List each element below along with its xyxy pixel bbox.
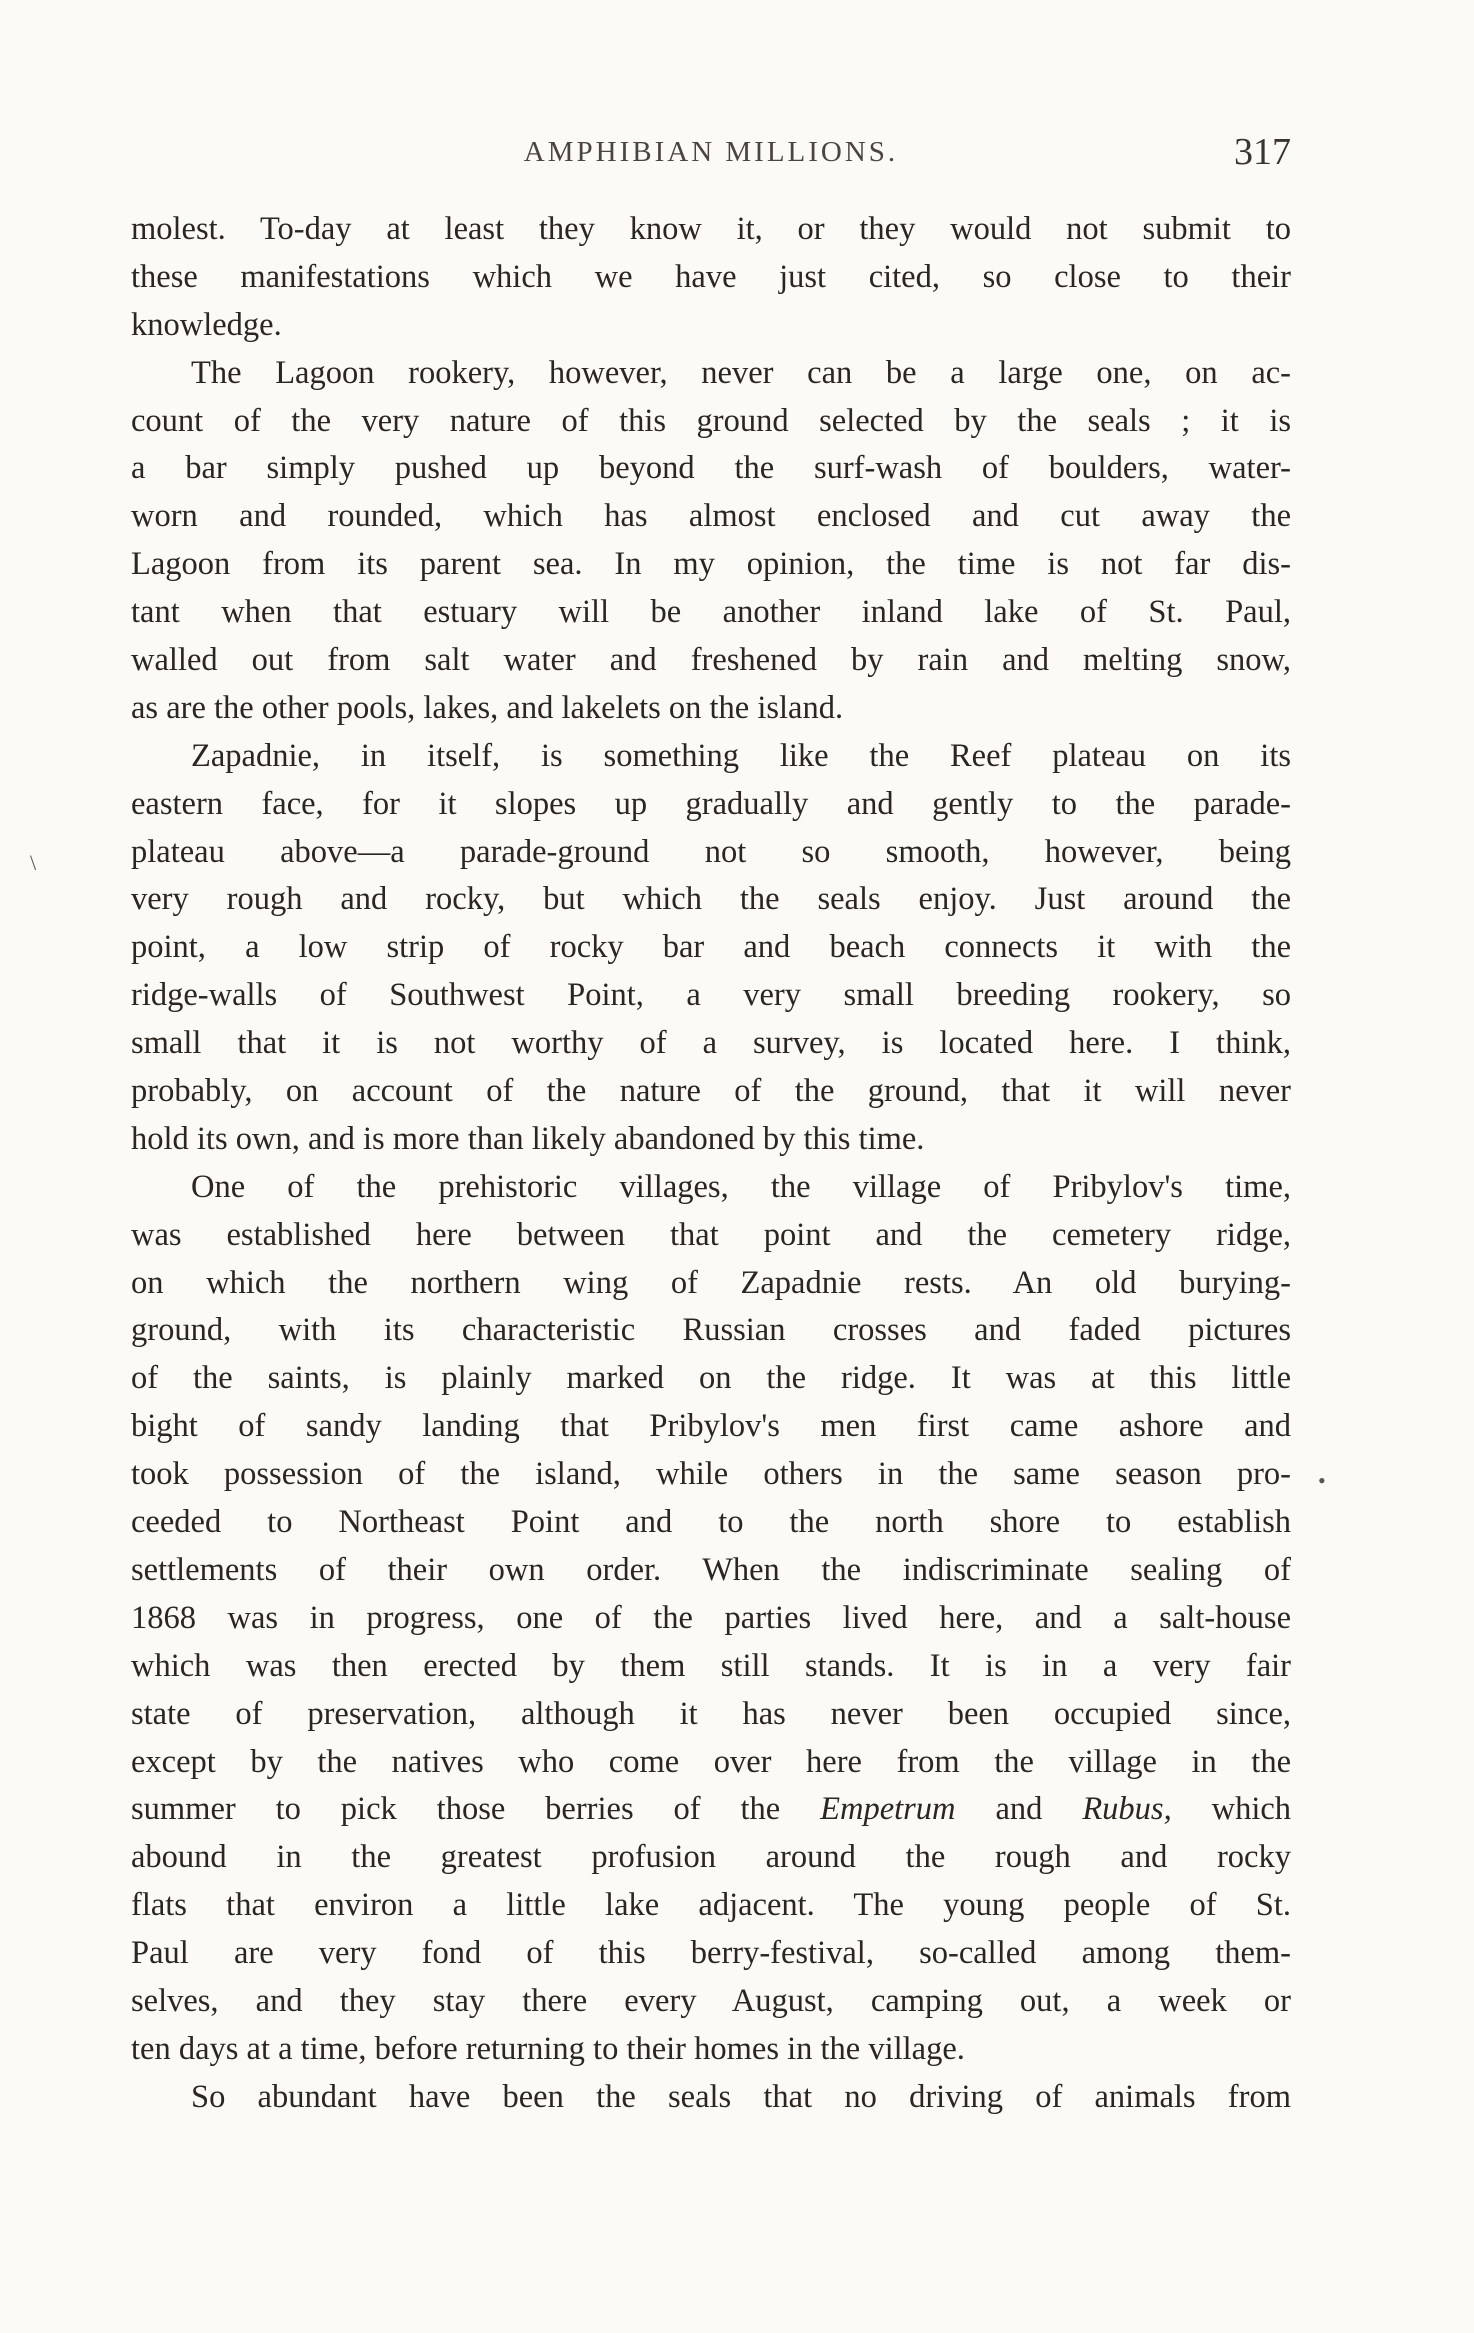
text-line: worn and rounded, which has almost enclosed and cut away the [131, 498, 1291, 535]
text-line: ground, with its characteristic Russian crosses and faded pictures [131, 1312, 1291, 1349]
text-line: except by the natives who come over here from the village in the [131, 1743, 1291, 1780]
text-line: eastern face, for it slopes up gradually and gently to the parade- [131, 785, 1291, 822]
text-line: as are the other pools, lakes, and lakelets on the island. [131, 689, 844, 726]
text-line: took possession of the island, while others in the same season pro- [131, 1456, 1291, 1493]
text-line: on which the northern wing of Zapadnie rests. An old burying- [131, 1264, 1291, 1301]
text-line: plateau above—a parade-ground not so smooth, however, being [131, 833, 1291, 870]
text-line: very rough and rocky, but which the seals enjoy. Just around the [131, 881, 1291, 918]
text-line: of the saints, is plainly marked on the ridge. It was at this little [131, 1360, 1291, 1397]
text-line: point, a low strip of rocky bar and beach connects it with the [131, 929, 1291, 966]
text-line-with-italics [131, 1786, 1291, 1834]
margin-mark-right: • [1318, 1468, 1326, 1493]
text-line: Paul are very fond of this berry-festival, so-called among them- [131, 1935, 1291, 1972]
text-line: Lagoon from its parent sea. In my opinion, the time is not far dis- [131, 546, 1291, 583]
text-line: count of the very nature of this ground selected by the seals ; it is [131, 402, 1291, 439]
running-title: AMPHIBIAN MILLIONS. [523, 136, 899, 168]
text-line: ceeded to Northeast Point and to the north shore to establish [131, 1504, 1291, 1541]
text-line: 1868 was in progress, one of the parties lived here, and a salt-house [131, 1599, 1291, 1636]
text-line: small that it is not worthy of a survey, is located here. I think, [131, 1025, 1291, 1062]
italic-term-empetrum: Empetrum [820, 1791, 956, 1828]
text-line: these manifestations which we have just cited, so close to their [131, 258, 1291, 295]
page-number: 317 [1234, 131, 1291, 173]
text-line: tant when that estuary will be another inland lake of St. Paul, [131, 594, 1291, 631]
text-line: selves, and they stay there every August, camping out, a week or [131, 1982, 1291, 2019]
italic-line-tail: which [1211, 1791, 1291, 1828]
text-line: abound in the greatest profusion around the rough and rocky [131, 1839, 1291, 1876]
text-line: a bar simply pushed up beyond the surf-wash of boulders, water- [131, 450, 1291, 487]
text-line: state of preservation, although it has never been occupied since, [131, 1695, 1291, 1732]
italic-line-connector: and [995, 1791, 1043, 1828]
paragraph-start-line: The Lagoon rookery, however, never can be a large one, on ac- [191, 354, 1291, 391]
text-line: molest. To-day at least they know it, or they would not submit to [131, 211, 1291, 247]
text-line: settlements of their own order. When the indiscriminate sealing of [131, 1551, 1291, 1588]
italic-line-lead: summer to pick those berries of the [131, 1791, 781, 1828]
italic-term-rubus: Rubus, [1082, 1791, 1172, 1828]
paragraph-start-line: One of the prehistoric villages, the village of Pribylov's time, [191, 1168, 1291, 1205]
text-line: was established here between that point and the cemetery ridge, [131, 1216, 1291, 1253]
text-line: bight of sandy landing that Pribylov's men first came ashore and [131, 1408, 1291, 1445]
margin-mark-left: \ [30, 850, 37, 875]
running-head [131, 130, 1291, 180]
text-line: ridge-walls of Southwest Point, a very small breeding rookery, so [131, 977, 1291, 1014]
text-line: hold its own, and is more than likely abandoned by this time. [131, 1120, 925, 1157]
text-line: ten days at a time, before returning to their homes in the village. [131, 2030, 965, 2067]
text-line: knowledge. [131, 306, 282, 343]
text-line: probably, on account of the nature of the ground, that it will never [131, 1073, 1291, 1110]
text-line: walled out from salt water and freshened by rain and melting snow, [131, 642, 1291, 679]
paragraph-start-line: Zapadnie, in itself, is something like the Reef plateau on its [191, 737, 1291, 774]
body-text [131, 206, 1291, 2122]
paragraph-start-line: So abundant have been the seals that no driving of animals from [191, 2078, 1291, 2115]
text-line: flats that environ a little lake adjacent. The young people of St. [131, 1887, 1291, 1924]
text-line: which was then erected by them still stands. It is in a very fair [131, 1647, 1291, 1684]
